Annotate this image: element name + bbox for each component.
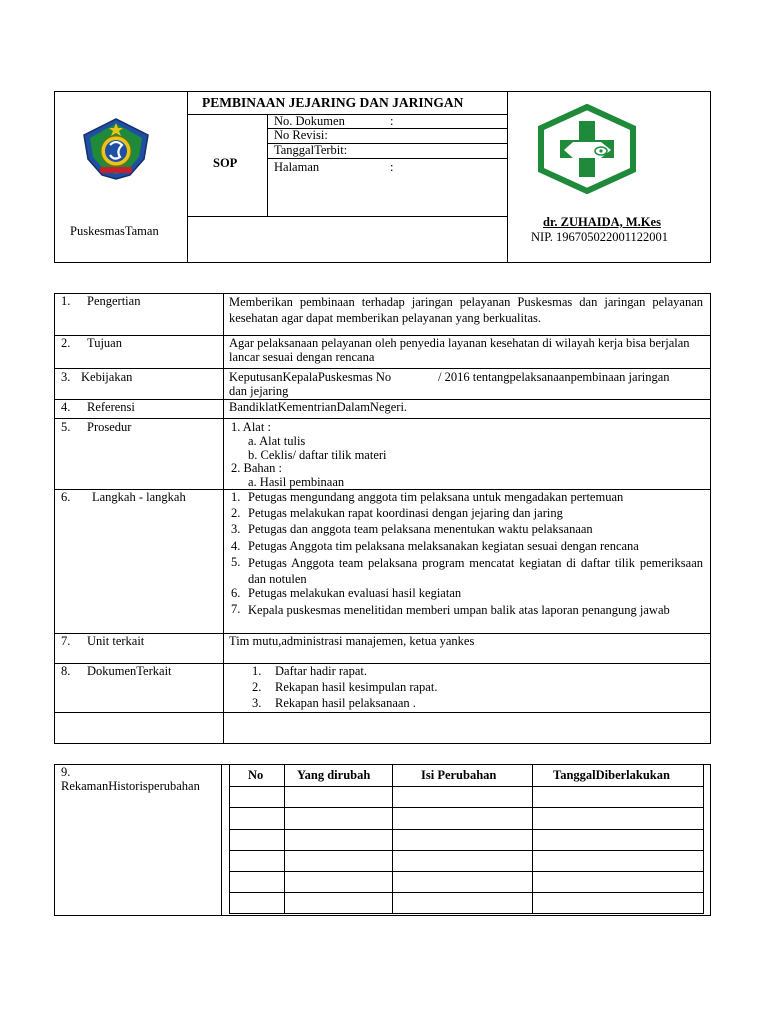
section-4-number: 4.: [61, 400, 71, 414]
step-text: Kepala puskesmas menelitidan memberi umpan balik atas laporan penangung jawab: [248, 603, 670, 617]
section-7-text: Tim mutu,administrasi manajemen, ketua yankes: [229, 634, 475, 648]
doc-item-number: 1.: [252, 664, 262, 678]
step-text: Petugas mengundang anggota tim pelaksana untuk mengadakan pertemuan: [248, 490, 624, 504]
step-number: 1.: [231, 490, 241, 504]
step-number: 7.: [231, 602, 241, 616]
step-number: 3.: [231, 522, 241, 536]
doc-number-field: No. Dokumen: [274, 114, 345, 128]
section-7-number: 7.: [61, 634, 71, 648]
section-3-text-b: / 2016 tentangpelaksanaanpembinaan jaringan: [438, 370, 670, 384]
history-col-changed: Yang dirubah: [297, 768, 371, 782]
document-title: PEMBINAAN JEJARING DAN JARINGAN: [202, 95, 464, 110]
section-5-label: Prosedur: [87, 420, 132, 434]
doc-item-text: Rekapan hasil kesimpulan rapat.: [275, 680, 438, 694]
regional-emblem-logo: [80, 115, 152, 183]
signatory-name: dr. ZUHAIDA, M.Kes: [543, 215, 661, 229]
page-colon: :: [390, 160, 394, 174]
history-col-effective-date: TanggalDiberlakukan: [553, 768, 670, 782]
prosedur-line: a. Hasil pembinaan: [248, 475, 345, 489]
issue-date-field: TanggalTerbit:: [274, 143, 348, 157]
section-1-text: Memberikan pembinaan terhadap jaringan pelayanan Puskesmas dan jaringan pelayanan kesehatan agar dapat memberikan pelayanan yang berkualitas.: [229, 295, 703, 325]
section-3-text-a: KeputusanKepalaPuskesmas No: [229, 370, 392, 384]
signatory-nip: NIP. 196705022001122001: [531, 230, 669, 244]
step-text: Petugas dan anggota team pelaksana menentukan waktu pelaksanaan: [248, 522, 593, 536]
history-col-content: Isi Perubahan: [421, 768, 497, 782]
prosedur-line: b. Ceklis/ daftar tilik materi: [248, 448, 387, 462]
section-8-label: DokumenTerkait: [87, 664, 172, 678]
doc-item-text: Rekapan hasil pelaksanaan .: [275, 696, 416, 710]
step-number: 5.: [231, 555, 241, 569]
step-text: Petugas Anggota tim pelaksana melaksanakan kegiatan sesuai dengan rencana: [248, 539, 639, 553]
step-text: Petugas melakukan evaluasi hasil kegiatan: [248, 586, 462, 600]
prosedur-line: a. Alat tulis: [248, 434, 306, 448]
prosedur-line: 2. Bahan :: [231, 461, 283, 475]
section-6-label: Langkah - langkah: [92, 490, 186, 504]
prosedur-line: 1. Alat :: [231, 420, 271, 434]
section-4-label: Referensi: [87, 400, 135, 414]
section-1-number: 1.: [61, 294, 71, 308]
doc-item-number: 2.: [252, 680, 262, 694]
section-2-text: Agar pelaksanaan pelayanan oleh penyedia layanan kesehatan di wilayah kerja bisa berjalan lancar sesuai dengan rencana: [229, 336, 690, 364]
section-3-label: Kebijakan: [81, 370, 133, 384]
step-number: 4.: [231, 539, 241, 553]
section-9-number: 9.: [61, 765, 71, 779]
history-col-no: No: [248, 768, 264, 782]
step-number: 6.: [231, 586, 241, 600]
step-text: Petugas melakukan rapat koordinasi dengan jejaring dan jaring: [248, 506, 563, 520]
section-7-label: Unit terkait: [87, 634, 145, 648]
step-number: 2.: [231, 506, 241, 520]
revision-field: No Revisi:: [274, 128, 328, 142]
section-9-label: RekamanHistorisperubahan: [61, 779, 200, 793]
section-8-number: 8.: [61, 664, 71, 678]
step-text: Petugas Anggota team pelaksana program mencatat kegiatan di daftar tilik pemeriksaan dan notulen: [248, 556, 703, 586]
section-6-number: 6.: [61, 490, 71, 504]
page-field: Halaman: [274, 160, 320, 174]
section-3-number: 3.: [61, 370, 71, 384]
section-2-number: 2.: [61, 336, 71, 350]
section-2-label: Tujuan: [87, 336, 122, 350]
section-3-text-c: dan jejaring: [229, 384, 289, 398]
doc-number-colon: :: [390, 114, 394, 128]
doc-item-text: Daftar hadir rapat.: [275, 664, 367, 678]
unit-name: PuskesmasTaman: [70, 224, 159, 238]
sop-label: SOP: [213, 156, 238, 170]
section-1-label: Pengertian: [87, 294, 141, 308]
section-5-number: 5.: [61, 420, 71, 434]
section-4-text: BandiklatKementrianDalamNegeri.: [229, 400, 408, 414]
doc-item-number: 3.: [252, 696, 262, 710]
puskesmas-logo: [537, 104, 637, 194]
